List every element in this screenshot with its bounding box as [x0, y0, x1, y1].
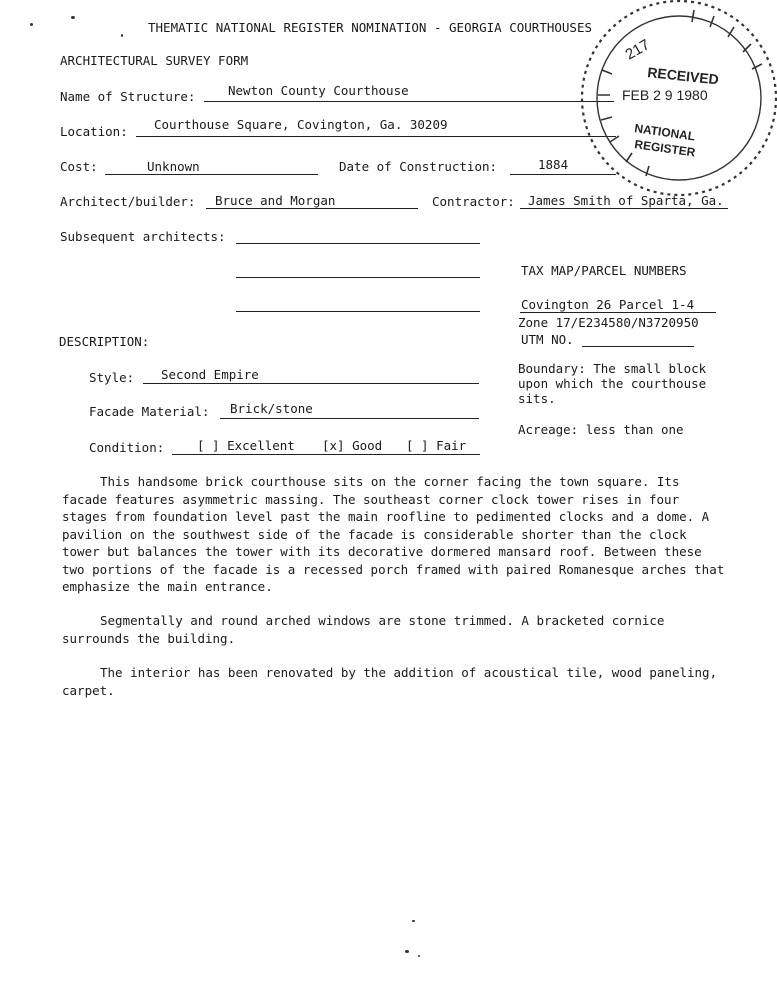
location-label: Location:: [60, 124, 128, 139]
cost-rule: [105, 174, 318, 175]
condition-good: [x] Good: [322, 438, 383, 453]
condition-fair: [ ] Fair: [406, 438, 467, 453]
condition-excellent: [ ] Excellent: [197, 438, 295, 453]
scan-speck: [30, 23, 33, 26]
cost-label: Cost:: [60, 159, 98, 174]
stamp-received: RECEIVED: [646, 64, 720, 88]
acreage: Acreage: less than one: [518, 422, 684, 437]
name-label: Name of Structure:: [60, 89, 196, 104]
subsequent-rule-1: [236, 243, 480, 244]
facade-rule: [220, 418, 479, 419]
description-paragraph-3: The interior has been renovated by the addition of acoustical tile, wood paneling, carpet.: [62, 665, 718, 698]
scan-speck: [418, 955, 420, 957]
condition-rule: [172, 454, 480, 455]
style-label: Style:: [89, 370, 135, 385]
scan-speck: [405, 950, 409, 953]
description-label: DESCRIPTION:: [59, 334, 150, 349]
name-rule: [204, 101, 614, 102]
form-name: ARCHITECTURAL SURVEY FORM: [60, 53, 249, 68]
subsequent-label: Subsequent architects:: [60, 229, 226, 244]
architect-label: Architect/builder:: [60, 194, 196, 209]
form-header-title: THEMATIC NATIONAL REGISTER NOMINATION - GEORGIA COURTHOUSES: [148, 20, 593, 35]
tax-zone: Zone 17/E234580/N3720950: [518, 315, 699, 330]
location-value: Courthouse Square, Covington, Ga. 30209: [154, 117, 448, 132]
name-value: Newton County Courthouse: [228, 83, 409, 98]
scan-speck: [121, 34, 123, 37]
description-paragraph-2: Segmentally and round arched windows are stone trimmed. A bracketed cornice surrounds the building.: [62, 613, 665, 646]
style-value: Second Empire: [161, 367, 259, 382]
tax-parcel-rule: [520, 312, 716, 313]
stamp-date: FEB 2 9 1980: [622, 87, 708, 103]
boundary-line-3: sits.: [518, 391, 556, 406]
scan-speck: [412, 920, 415, 922]
architect-rule: [206, 208, 418, 209]
contractor-label: Contractor:: [432, 194, 515, 209]
contractor-value: James Smith of Sparta, Ga.: [528, 193, 724, 208]
date-value: 1884: [538, 157, 569, 172]
location-rule: [136, 136, 616, 137]
facade-label: Facade Material:: [89, 404, 210, 419]
contractor-rule: [520, 208, 728, 209]
condition-label: Condition:: [89, 440, 165, 455]
stamp-page-number: 217: [622, 36, 653, 64]
architect-value: Bruce and Morgan: [215, 193, 336, 208]
description-paragraph-1: This handsome brick courthouse sits on the corner facing the town square. Its facade features asymmetric massing. The southeast corner clock tower rises in four stages from foundation level past the main roofline to pedimented clocks and a dome. A pavilion on the southwest side of the facade is considerable shorter than the clock tower but balances the tower with its decorative dormered mansard roof. Between these two portions of the facade is a recessed porch framed with paired Romanesque arches that emphasize the main entrance.: [62, 474, 725, 594]
scan-speck: [71, 16, 75, 19]
subsequent-rule-3: [236, 311, 480, 312]
stamp-register: REGISTER: [633, 137, 697, 160]
received-stamp: [574, 0, 777, 205]
cost-value: Unknown: [147, 159, 200, 174]
tax-heading: TAX MAP/PARCEL NUMBERS: [521, 263, 687, 278]
facade-value: Brick/stone: [230, 401, 313, 416]
boundary-line-1: Boundary: The small block: [518, 361, 707, 376]
date-label: Date of Construction:: [339, 159, 498, 174]
utm-label: UTM NO.: [521, 332, 574, 347]
boundary-line-2: upon which the courthouse: [518, 376, 707, 391]
subsequent-rule-2: [236, 277, 480, 278]
tax-parcel: Covington 26 Parcel 1-4: [521, 297, 695, 312]
utm-rule: [582, 346, 694, 347]
stamp-national: NATIONAL: [633, 121, 697, 144]
style-rule: [143, 383, 479, 384]
